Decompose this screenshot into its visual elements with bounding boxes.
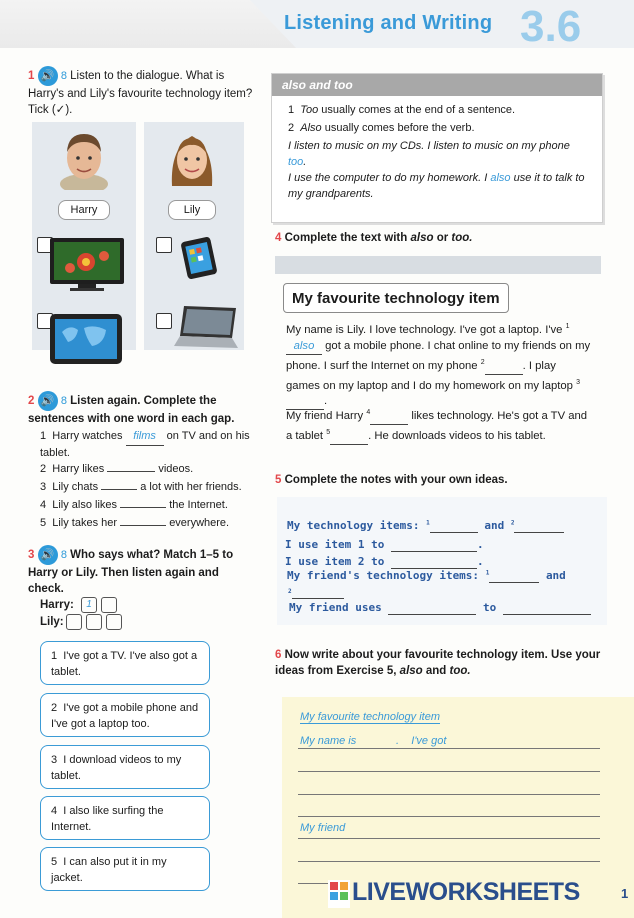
rule-text: usually comes before the verb. xyxy=(324,122,475,134)
ex2-instruction xyxy=(28,391,253,427)
rule-example-1: I listen to music on my CDs. I listen to music on my phone too. xyxy=(288,140,570,168)
ex6-keyword: too. xyxy=(449,665,471,677)
tick-box-laptop[interactable] xyxy=(156,313,172,329)
ex5-text: Complete the notes with your own ideas. xyxy=(284,474,508,486)
example-highlight: too xyxy=(288,156,304,168)
ex4-paragraph-1: My name is Lily. I love technology. I've got a laptop. I've $^1$ also got a mobile phone. I chat online to my friends on my phone. I surf the Internet on my phone $^2$ . I play games on my laptop and I do my homework on my laptop $^3$ . xyxy=(286,319,592,410)
ex3-instruction xyxy=(28,545,246,597)
gap-number: 2 xyxy=(480,358,485,366)
ex4-number: 4 xyxy=(275,232,282,244)
harry-label: Harry xyxy=(58,200,110,220)
note-field[interactable] xyxy=(430,519,478,533)
page-number: 1 xyxy=(621,886,629,901)
bubble-text: I can also put it in my jacket. xyxy=(51,856,167,884)
tablet-icon xyxy=(50,314,122,364)
bubble-text: I also like surfing the Internet. xyxy=(51,805,164,833)
item-text: Harry likes xyxy=(52,463,105,475)
bubble-text: I've got a TV. I've also got a tablet. xyxy=(51,650,198,678)
item-number: 5 xyxy=(40,517,47,529)
mobile-phone-icon xyxy=(181,236,223,280)
track-number: 8 xyxy=(60,549,67,562)
speech-bubble xyxy=(40,641,210,685)
gap-number: 4 xyxy=(366,409,371,416)
note-field[interactable] xyxy=(514,519,564,533)
item-text: a lot with her friends. xyxy=(140,481,242,493)
unit-number: 3.6 xyxy=(520,2,582,51)
note-label: and xyxy=(545,569,566,582)
ex6-text: and xyxy=(425,665,447,677)
ex5-number: 5 xyxy=(275,474,282,486)
note-line-3: I use item 2 to . xyxy=(285,555,484,568)
gap-field[interactable]: also xyxy=(286,338,322,355)
item-text: the Internet. xyxy=(169,499,228,511)
item-text: on TV and on his tablet. xyxy=(40,430,250,459)
bubble-number: 4 xyxy=(51,805,58,817)
bubble-number: 3 xyxy=(51,754,58,766)
laptop-icon xyxy=(174,304,240,352)
tick-box-phone[interactable] xyxy=(156,237,172,253)
ex2-item xyxy=(40,480,265,496)
paper-name-line: My name is . I've got xyxy=(300,735,447,747)
note-label: and xyxy=(484,519,505,532)
para-text: got a mobile phone. I chat online to my friends on my phone. I surf the Internet on my phone xyxy=(286,339,591,372)
note-field[interactable] xyxy=(503,601,591,615)
ex2-item xyxy=(40,462,260,478)
speech-bubble xyxy=(40,796,210,840)
gap-number: 5 xyxy=(326,428,331,436)
tv-icon xyxy=(50,238,124,292)
item-text: videos. xyxy=(158,463,194,475)
page-title: Listening and Writing xyxy=(284,12,493,34)
ex4-keyword: also xyxy=(410,232,434,244)
rule-heading: also and too xyxy=(272,74,602,96)
paper-friend: My friend xyxy=(300,822,346,834)
note-field[interactable] xyxy=(292,590,344,599)
ex4-instruction xyxy=(275,230,605,246)
note-line-2: I use item 1 to . xyxy=(285,538,484,551)
answer-field[interactable] xyxy=(120,507,166,508)
note-label: I use item 1 to xyxy=(285,538,385,551)
writing-line[interactable] xyxy=(298,883,328,884)
ex6-instruction xyxy=(275,647,605,679)
ex2-item xyxy=(40,429,260,461)
note-field[interactable] xyxy=(391,538,477,552)
audio-speaker-icon[interactable]: 🔊 xyxy=(38,545,58,565)
harry-match-box[interactable] xyxy=(101,597,117,613)
item-number: 3 xyxy=(40,481,47,493)
ex3-number: 3 xyxy=(28,549,35,562)
ex3-text: Who says what? Match 1–5 to Harry or Lily. Then listen again and check. xyxy=(28,549,234,595)
note-label: My friend's technology items: xyxy=(287,569,480,582)
audio-speaker-icon[interactable]: 🔊 xyxy=(38,66,58,86)
note-label: My technology items: xyxy=(287,519,420,532)
item-number: 4 xyxy=(40,499,47,511)
item-number: 1 xyxy=(40,430,47,442)
text-card-topbar xyxy=(275,256,601,274)
example-text: I listen to music on my CDs. I listen to music on my phone xyxy=(288,140,570,152)
answer-field[interactable]: films xyxy=(126,429,164,446)
lily-match-box[interactable] xyxy=(106,614,122,630)
grammar-rule-box xyxy=(271,73,603,223)
lily-match-box[interactable] xyxy=(66,614,82,630)
para-text: My name is Lily. I love technology. I've got a laptop. I've xyxy=(286,323,563,336)
track-number: 8 xyxy=(60,70,67,83)
harry-match-label: Harry: xyxy=(40,599,74,611)
paper-text: I've got xyxy=(411,735,447,747)
ex4-text: Complete the text with xyxy=(284,232,408,244)
rule-2 xyxy=(288,120,586,136)
ex6-number: 6 xyxy=(275,649,282,661)
item-text: Harry watches xyxy=(52,430,123,442)
rule-text: usually comes at the end of a sentence. xyxy=(321,104,516,116)
ex6-text: Now write about your favourite technology item. Use your ideas from Exercise 5, xyxy=(275,649,601,677)
lily-photo xyxy=(166,128,218,190)
harry-photo xyxy=(58,128,110,190)
para-text: I play games on my laptop and I do my homework on my laptop xyxy=(286,359,573,392)
ex2-text: Listen again. Complete the sentences with one word in each gap. xyxy=(28,395,235,425)
item-number: 2 xyxy=(40,463,47,475)
note-label: I use item 2 to xyxy=(285,555,385,568)
gap-number: 3 xyxy=(576,378,581,386)
note-field[interactable] xyxy=(391,555,477,569)
speech-bubble xyxy=(40,847,210,891)
rule-number: 1 xyxy=(288,104,295,116)
bubble-text: I've got a mobile phone and I've got a laptop too. xyxy=(51,702,199,730)
writing-line[interactable] xyxy=(298,861,600,862)
example-text: I use the computer to do my homework. I xyxy=(288,172,488,184)
rule-number: 2 xyxy=(288,122,295,134)
lily-label: Lily xyxy=(168,200,216,220)
ex2-item xyxy=(40,498,265,514)
note-line-4b: 2 xyxy=(288,588,344,599)
writing-line[interactable] xyxy=(298,748,600,749)
liveworksheets-logo xyxy=(328,880,350,908)
rule-1 xyxy=(288,102,586,118)
audio-speaker-icon[interactable]: 🔊 xyxy=(38,391,58,411)
item-text: Lily takes her xyxy=(52,517,118,529)
writing-line[interactable] xyxy=(298,838,600,839)
ex1-text: Listen to the dialogue. What is Harry's and Lily's favourite technology item? Tick (✓). xyxy=(28,70,253,116)
item-text: everywhere. xyxy=(169,517,230,529)
example-text: use it to talk to my grandparents. xyxy=(288,172,585,200)
note-label: to xyxy=(482,601,497,614)
ex1-instruction xyxy=(28,66,253,118)
note-line-4: My friend's technology items: $^1$ and xyxy=(287,569,566,582)
speech-bubble xyxy=(40,745,210,789)
watermark-text: LIVEWORKSHEETS xyxy=(352,878,580,906)
ex2-number: 2 xyxy=(28,395,35,408)
note-field[interactable] xyxy=(489,569,539,583)
bubble-number: 5 xyxy=(51,856,58,868)
bubble-text: I download videos to my tablet. xyxy=(51,754,182,782)
example-highlight: also xyxy=(490,172,511,184)
answer-field[interactable] xyxy=(107,471,155,472)
para-text: My friend Harry xyxy=(286,409,364,422)
harry-match-box[interactable]: 1 xyxy=(81,597,97,613)
note-label: My friend uses xyxy=(289,601,382,614)
ex4-paragraph-2 xyxy=(286,405,592,445)
answer-field[interactable] xyxy=(101,489,137,490)
writing-line[interactable] xyxy=(298,794,600,795)
ex4-text: or xyxy=(436,232,449,244)
lily-match-box[interactable] xyxy=(86,614,102,630)
bubble-number: 1 xyxy=(51,650,58,662)
track-number: 8 xyxy=(60,395,67,408)
answer-field[interactable] xyxy=(120,525,166,526)
ex1-number: 1 xyxy=(28,70,35,83)
gap-field[interactable] xyxy=(370,408,408,425)
text-card-title: My favourite technology item xyxy=(283,283,509,313)
rule-keyword: Too xyxy=(300,104,319,116)
rule-keyword: Also xyxy=(300,122,322,134)
note-line-5 xyxy=(289,601,591,615)
writing-line[interactable] xyxy=(298,816,600,817)
gap-field[interactable] xyxy=(330,428,368,445)
note-field[interactable] xyxy=(388,601,476,615)
paper-title: My favourite technology item xyxy=(300,711,441,723)
para-text: . He downloads videos to his tablet. xyxy=(368,429,546,442)
speech-bubble xyxy=(40,693,210,737)
gap-field[interactable] xyxy=(485,358,523,375)
ex2-item xyxy=(40,516,265,532)
ex5-instruction xyxy=(275,472,605,488)
gap-number: 1 xyxy=(565,323,570,330)
note-line-1: My technology items: $^1$ and $^2$ xyxy=(287,519,564,533)
item-text: Lily chats xyxy=(52,481,99,493)
bubble-number: 2 xyxy=(51,702,58,714)
paper-text: My name is xyxy=(300,735,357,747)
item-text: Lily also likes xyxy=(52,499,118,511)
writing-line[interactable] xyxy=(298,771,600,772)
para-text: likes technology. He's got a TV and a tablet xyxy=(286,409,588,442)
lily-match-label: Lily: xyxy=(40,616,64,628)
ex6-keyword: also xyxy=(399,665,423,677)
rule-example-2 xyxy=(288,170,586,202)
ex4-keyword: too. xyxy=(451,232,473,244)
